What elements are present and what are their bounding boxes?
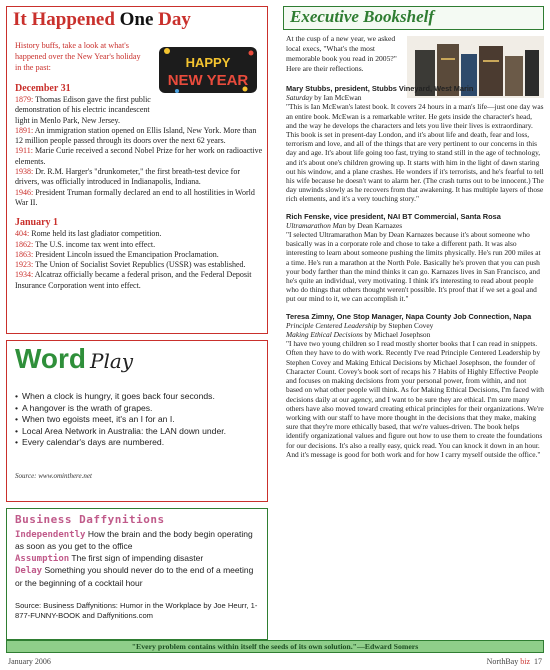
event-item: 1946: President Truman formally declared an end to all hostilities in World War II. — [15, 187, 255, 207]
event-item: 1911: Marie Curie received a second Nobel Prize for her work on radioactive elements. — [15, 146, 263, 166]
exec-name: Rich Fenske, vice president, NAI BT Commercial, Santa Rosa — [286, 211, 501, 221]
event-item: 1863: President Lincoln issued the Emancipation Proclamation. — [15, 249, 219, 259]
executive-bookshelf-header — [283, 6, 544, 30]
list-item: • Local Area Network in Australia: the LAN down under. — [15, 426, 263, 438]
svg-text:NEW YEAR: NEW YEAR — [167, 72, 249, 89]
brand-biz: biz — [518, 657, 530, 666]
exec-name: Mary Stubbs, president, Stubbs Vineyard, West Marin — [286, 84, 474, 93]
word-play-list — [15, 391, 263, 449]
word-play-source: Source: www.ominthere.net — [15, 472, 92, 480]
executive-bookshelf-intro: At the cusp of a new year, we asked local execs, "What's the most memorable book you read in 2005?" Here are their reflections. — [286, 34, 397, 73]
event-item: 1934: Alcatraz officially became a federal prison, and the Federal Deposit Insurance Corporation went into effect. — [15, 270, 252, 290]
exec-text: "I have two young children so I read mostly shorter books that I can read in snippets. Often they have to do with work. Recently I've read Principle Centered Leadership by Stephen Covey and Making Ethical Decisions by Michael Josephson, the founder of Character Count. Covey's book sort of recaps his 7 Habits of Highly Effective People and focuses on making decisions from your personal power, from within, and not based on what other people will think. As for Making Ethical Decisions, I'm faced with decisions daily at our agency, and I want to be sure they are ethical. I'm sure many others have also moved toward creating ethical principles for their organizations. We're working with our staff to have more thought in the decisions that they make, making sure that they're more ethically based, that we're values-driven. The book helps identify organizational values and figure out how to use them to create the foundations for our decisions. It's also a really easy, quick read. You can knock it down in an hour. And it's message is good for both work and for how I carry myself outside the office." — [286, 339, 544, 459]
business-daffynitions-box — [6, 508, 268, 640]
exec-book: Principle Centered Leadership by Stephen Covey — [286, 320, 434, 330]
page-footer — [487, 657, 542, 666]
exec-book: Ultramarathon Man by Dean Karnazes — [286, 220, 403, 230]
definition-item: Delay Something you should never do to the end of a meeting or the beginning of a cocktail hour — [15, 565, 254, 588]
event-item: 1938: Dr. R.M. Harger's "drunkometer," the first breath-test device for drivers, was officially introduced in Indianapolis, Indiana. — [15, 167, 241, 187]
definition-item: Assumption The first sign of impending disaster — [15, 552, 204, 564]
history-events — [15, 83, 263, 291]
history-intro: History buffs, take a look at what's happened over the New Year's holiday in the past: — [15, 41, 141, 72]
exec-text: "This is Ian McEwan's latest book. It covers 24 hours in a man's life—just one day was an entire book. McEwan is a remarkable writer. He gets inside the character's head, and the way he develops the characters and lets you live their lives is extraordinary. This book is set in present-day London, and it's about life and death, fear and loss, terrorism and love, and all of the things that are very pertinent to our concerns in this day and age. It's about life going too fast, trying to stand still in the age of technology, and it's about one's children growing up. It starts with him in the light of dawn staring out his window, and a plane crashes. He wonders if it's terrorists, and he's fearful to tell his wife because he doesn't want to alarm her. (The crash turns out to be innocent.) The day unwinds slowly as he recovers from that awakening. It has multiple layers of those rich elements, and it's a very touching story." — [286, 102, 544, 204]
quote-band — [6, 640, 544, 653]
it-happened-one-day-box — [6, 6, 268, 334]
issue-date: January 2006 — [8, 657, 51, 666]
daffynitions-body — [15, 529, 263, 589]
word-play-box — [6, 340, 268, 502]
daffynitions-source: Source: Business Daffynitions: Humor in the Workplace by Joe Heurr, 1-877-FUNNY-BOOK and Daffynitions.com — [15, 601, 258, 620]
executive-bookshelf-body — [286, 84, 544, 459]
exec-book: Saturday by Ian McEwan — [286, 93, 362, 103]
history-title: It Happened One Day — [13, 9, 191, 30]
brand-name: NorthBay — [486, 657, 519, 666]
exec-text: "I selected Ultramarathon Man by Dean Karnazes because it's about someone who basically was in a corporate role and chose to take a different path. It was also interesting to learn about someone pushing the limits physically. He's run 200 miles at a time. He's run a marathon at the North Pole. Basically he's proven that you can push your body farther than the mind thinks it can go. Karnazes lives in San Francisco, and he's quite an individual, very motivating. I think it's interesting to read about people who do things that others thought weren't possible. It's proof that if we set a goal and put our mind to it, we can accomplish it." — [286, 230, 541, 304]
december-31-heading: December 31 — [15, 83, 71, 94]
exec-name: Teresa Zimny, One Stop Manager, Napa County Job Connection, Napa — [286, 311, 532, 321]
list-item: • Every calendar's days are numbered. — [15, 437, 263, 449]
january-1-heading: January 1 — [15, 217, 59, 229]
event-item: 1923: The Union of Socialist Soviet Republics (USSR) was established. — [15, 260, 246, 270]
event-item: 1862: The U.S. income tax went into effect. — [15, 239, 156, 249]
list-item: • A hangover is the wrath of grapes. — [15, 403, 263, 415]
event-item: 1879: Thomas Edison gave the first public demonstration of his electric incandescent light in Menlo Park, New Jersey. — [15, 95, 151, 125]
exec-book: Making Ethical Decisions by Michael Josephson — [286, 330, 431, 340]
list-item: • When two egoists meet, it's an I for an I. — [15, 414, 263, 426]
svg-text:HAPPY: HAPPY — [185, 55, 231, 70]
quote-text: "Every problem contains within itself the seeds of its own solution."—Edward Somers — [131, 642, 419, 651]
executive-bookshelf-title: Executive Bookshelf — [290, 7, 435, 26]
definition-item: Independently How the brain and the body begin operating as soon as you get to the office — [15, 529, 253, 552]
event-item: 1891: An immigration station opened on Ellis Island, New York. More than 12 million people passed through its doors over the next 62 years. — [15, 125, 257, 146]
event-item: 404: Rome held its last gladiator competition. — [15, 229, 162, 239]
page-number: 17 — [534, 657, 542, 666]
daffynitions-title: Business Daffynitions — [15, 513, 165, 526]
word-play-title: Word Play — [15, 343, 134, 374]
list-item: • When a clock is hungry, it goes back four seconds. — [15, 391, 263, 403]
